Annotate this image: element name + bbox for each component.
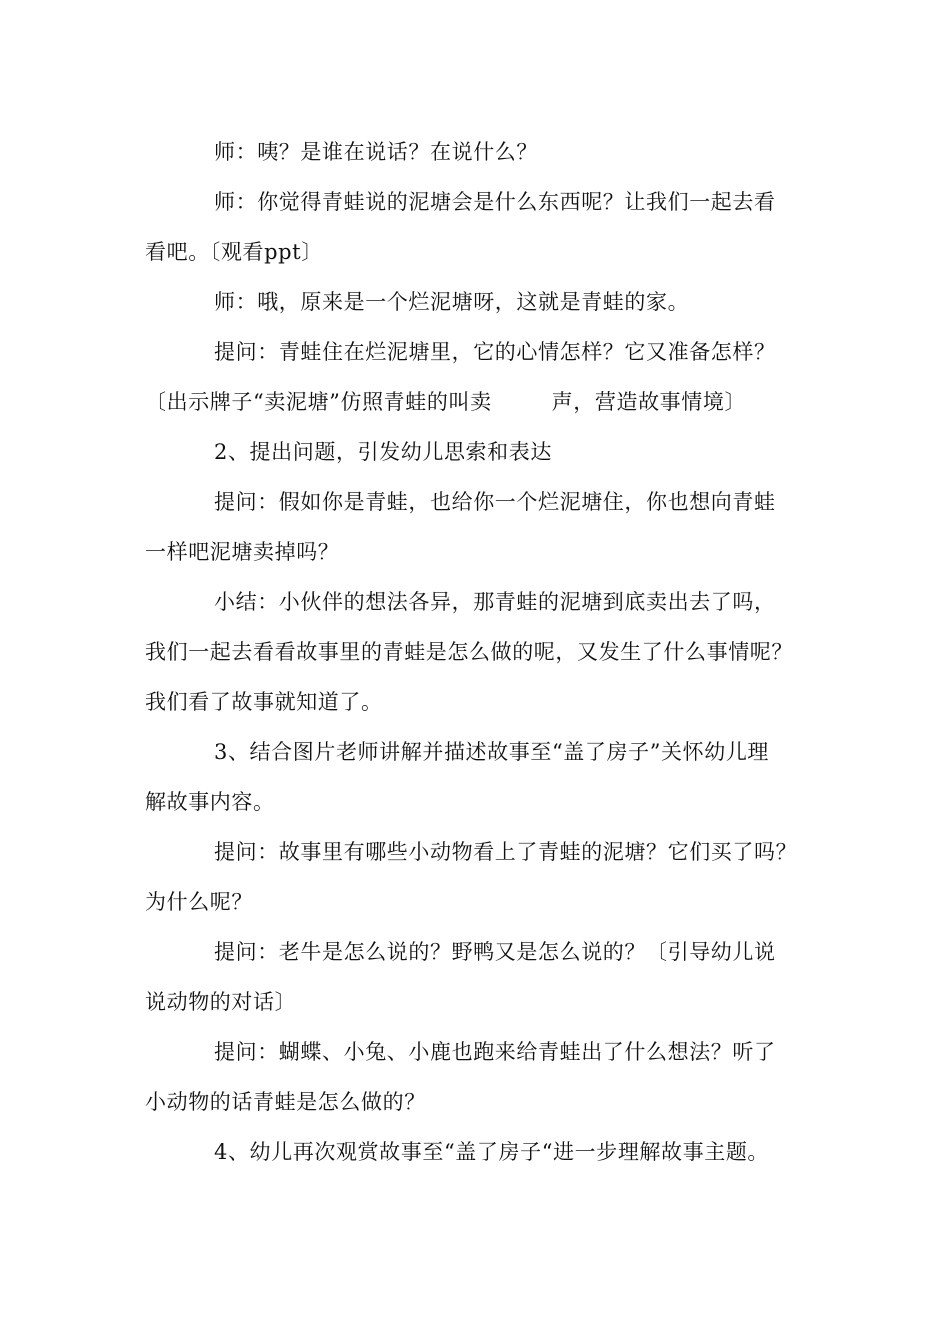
section-heading: 3、结合图片老师讲解并描述故事至“盖了房子”关怀幼儿理 bbox=[214, 740, 770, 764]
paragraph-line: 提问：蝴蝶、小兔、小鹿也跑来给青蛙出了什么想法？听了 bbox=[214, 1040, 776, 1064]
paragraph-line: 我们看了故事就知道了。 bbox=[145, 690, 383, 714]
paragraph-line: 师：咦？是谁在说话？在说什么？ bbox=[214, 140, 538, 164]
paragraph-line: 提问：故事里有哪些小动物看上了青蛙的泥塘？它们买了吗？ bbox=[214, 840, 798, 864]
paragraph-line: 师：哦，原来是一个烂泥塘呀，这就是青蛙的家。 bbox=[214, 290, 690, 314]
paragraph-line: 提问：青蛙住在烂泥塘里，它的心情怎样？它又准备怎样？ bbox=[214, 340, 776, 364]
paragraph-line: 小结：小伙伴的想法各异，那青蛙的泥塘到底卖出去了吗， bbox=[214, 590, 776, 614]
section-heading: 2、提出问题，引发幼儿思索和表达 bbox=[214, 440, 552, 464]
paragraph-line: 解故事内容。 bbox=[145, 790, 275, 814]
paragraph-line-part: 〔出示牌子“卖泥塘”仿照青蛙的叫卖 bbox=[145, 390, 492, 414]
paragraph-line: 一样吧泥塘卖掉吗？ bbox=[145, 540, 340, 564]
section-heading: 4、幼儿再次观赏故事至“盖了房子“进一步理解故事主题。 bbox=[214, 1140, 770, 1164]
paragraph-line: 小动物的话青蛙是怎么做的？ bbox=[145, 1090, 426, 1114]
paragraph-line-part: 声，营造故事情境〕 bbox=[551, 390, 747, 414]
paragraph-line: 师：你觉得青蛙说的泥塘会是什么东西呢？让我们一起去看 bbox=[214, 190, 776, 214]
paragraph-line: 为什么呢？ bbox=[145, 890, 253, 914]
paragraph-line: 我们一起去看看故事里的青蛙是怎么做的呢，又发生了什么事情呢？ bbox=[145, 640, 793, 664]
paragraph-line: 看吧。〔观看ppt〕 bbox=[145, 240, 323, 264]
paragraph-line: 说动物的对话〕 bbox=[145, 990, 297, 1014]
paragraph-line bbox=[145, 387, 746, 417]
paragraph-line: 提问：老牛是怎么说的？野鸭又是怎么说的？〔引导幼儿说 bbox=[214, 940, 776, 964]
paragraph-line: 提问：假如你是青蛙，也给你一个烂泥塘住，你也想向青蛙 bbox=[214, 490, 776, 514]
